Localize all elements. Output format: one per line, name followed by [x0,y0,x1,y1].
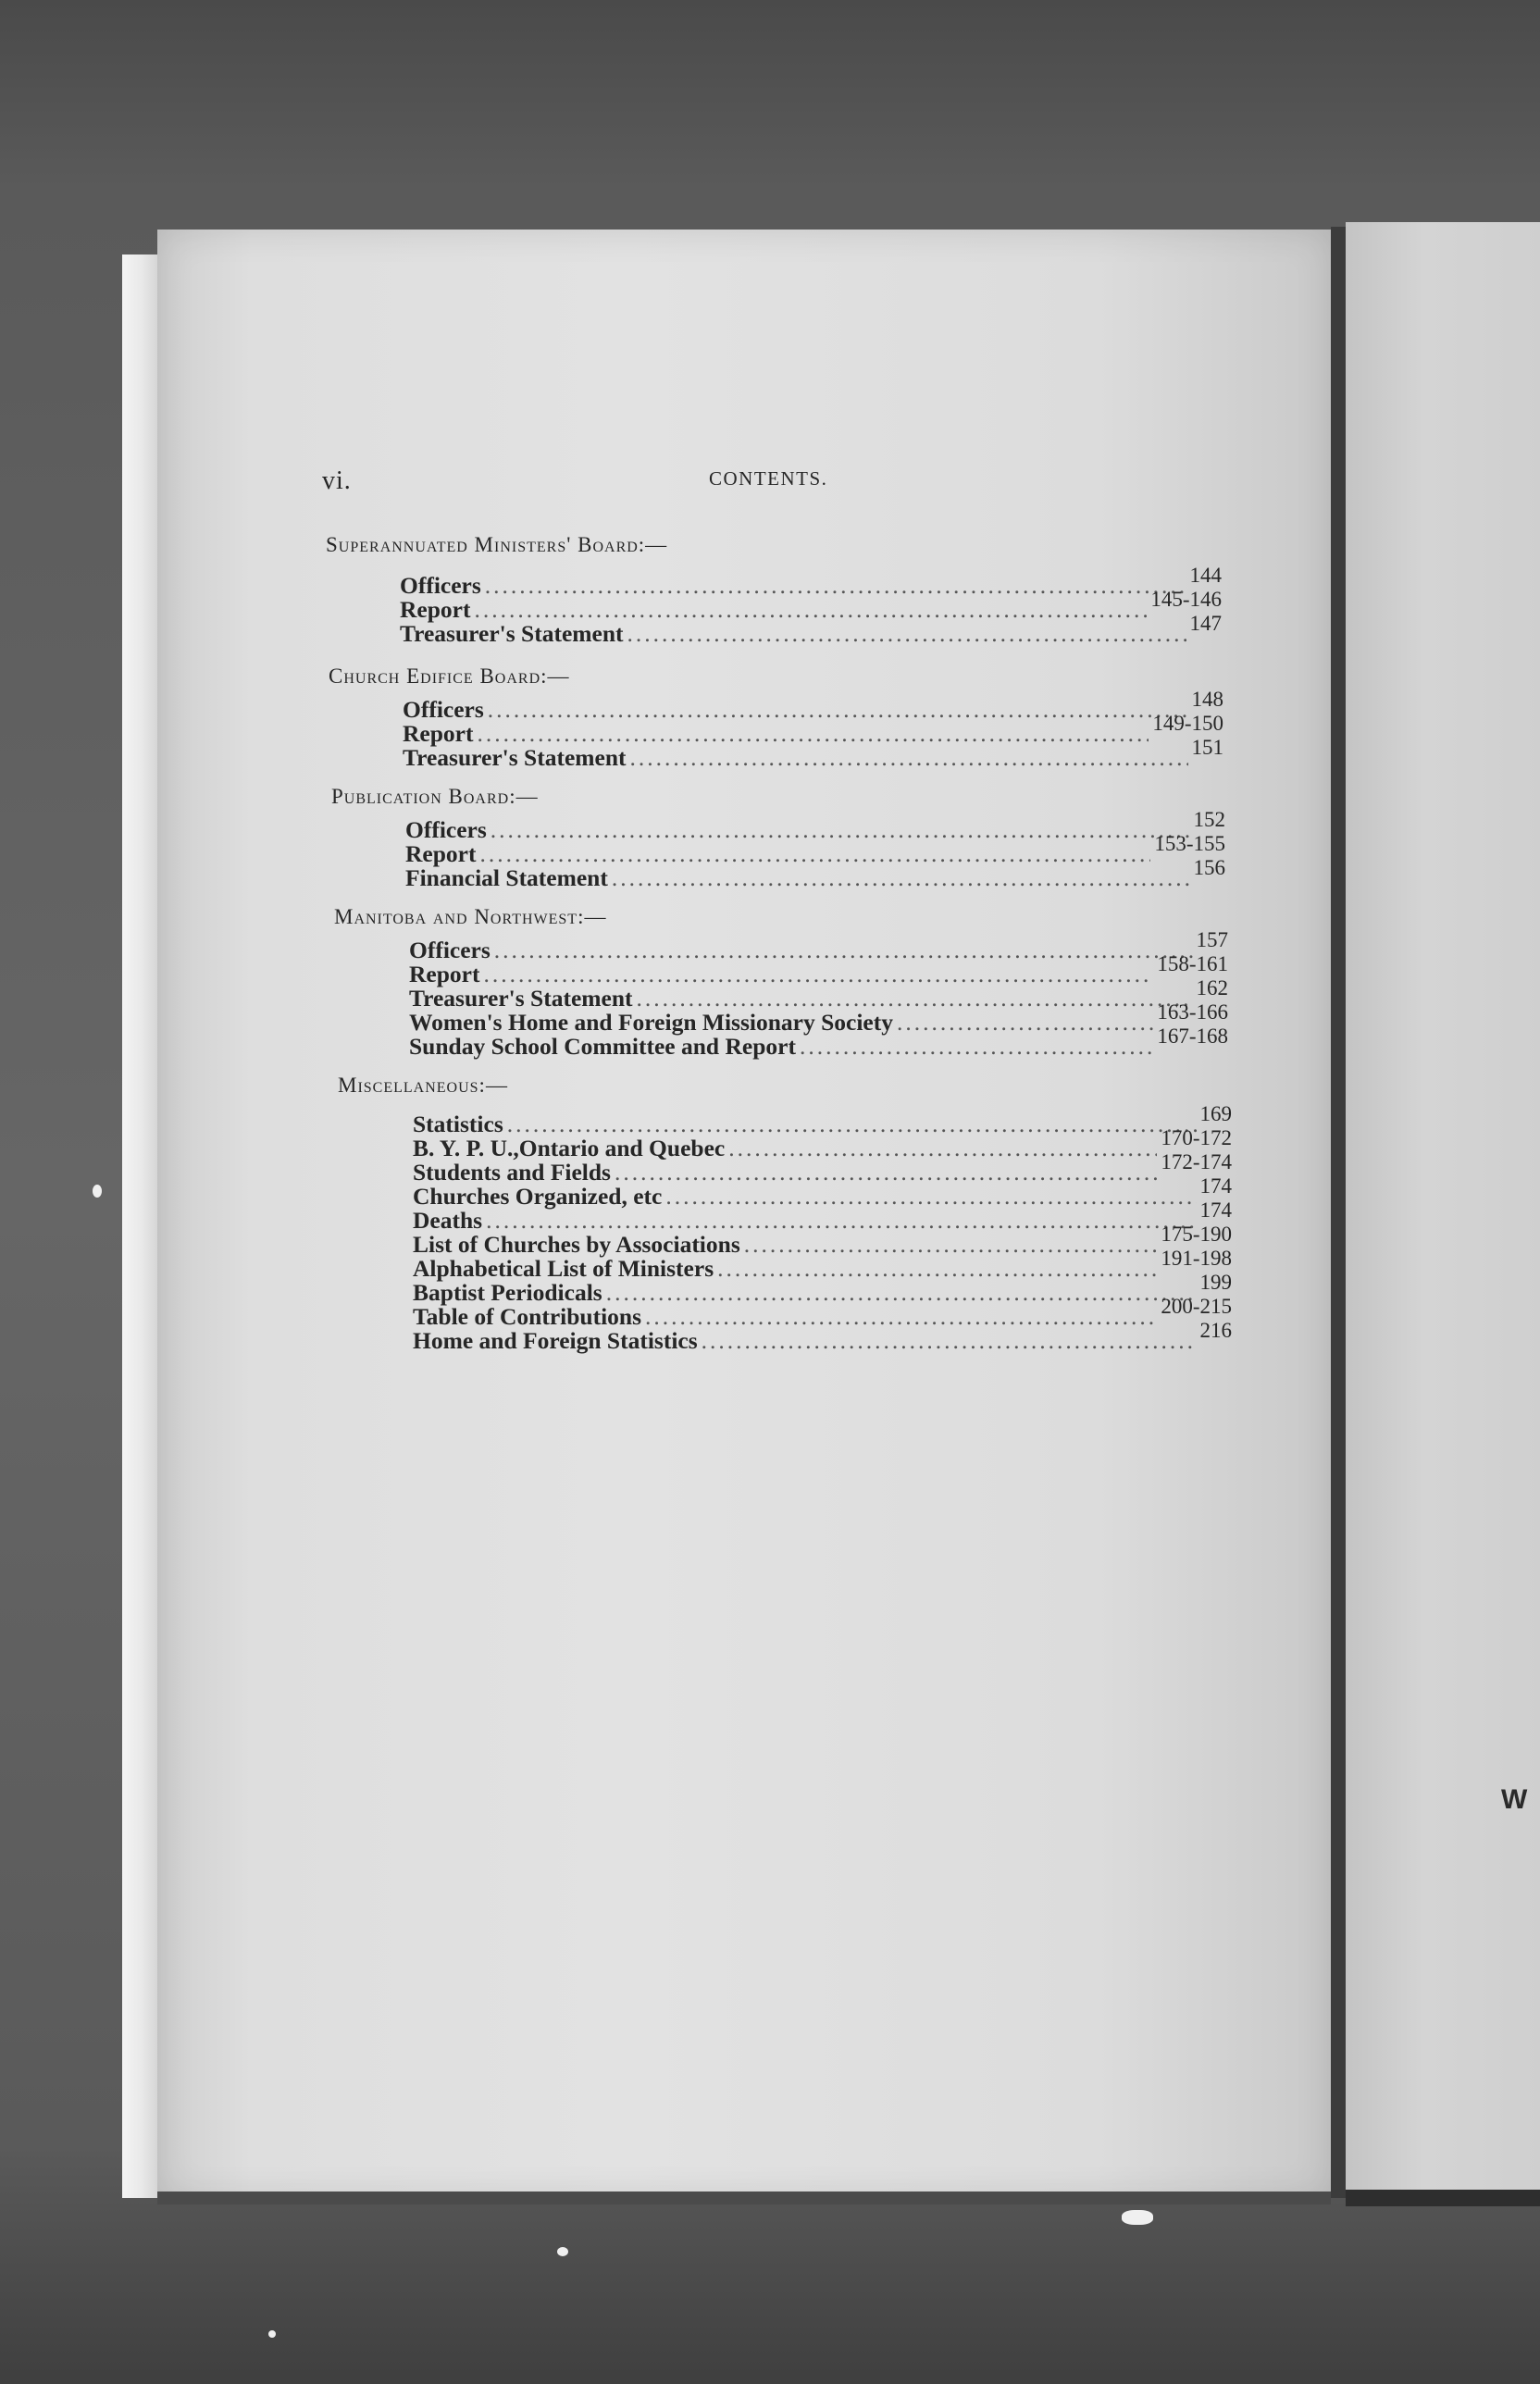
toc-entry [403,736,1223,771]
entry-pages: 172-174 [1161,1150,1232,1173]
toc-entry [409,952,1228,987]
entry-label: Report [409,961,480,987]
entry-pages: 216 [1199,1319,1232,1342]
toc-entry [403,688,1223,723]
toc-entry [403,712,1223,747]
entry-label: List of Churches by Associations [413,1231,740,1258]
dot-leader [645,1305,1157,1329]
section-heading: Miscellaneous:— [338,1074,508,1097]
dot-leader [507,1112,1197,1136]
dot-leader [630,746,1188,770]
entry-label: Sunday School Committee and Report [409,1033,796,1060]
right-page-text-fragment: W [1501,1784,1528,1815]
toc-entry [409,976,1228,1012]
entry-pages: 163-166 [1157,1000,1228,1024]
entry-pages: 174 [1199,1198,1232,1222]
entry-pages: 191-198 [1161,1247,1232,1270]
entry-label: Women's Home and Foreign Missionary Society [409,1009,893,1036]
entry-label: Treasurer's Statement [403,744,627,771]
entry-label: Treasurer's Statement [409,985,633,1012]
dot-leader [486,1209,1196,1233]
entry-label: Officers [400,572,481,599]
running-head: CONTENTS. [709,467,828,490]
toc-entry [413,1295,1232,1330]
toc-entry [413,1223,1232,1258]
toc-entry [409,1000,1228,1036]
entry-label: Alphabetical List of Ministers [413,1255,714,1282]
dot-leader [627,622,1186,646]
entry-label: Churches Organized, etc [413,1183,663,1210]
entry-label: Report [400,596,471,623]
entry-pages: 167-168 [1157,1024,1228,1048]
dot-leader [485,574,1186,598]
entry-pages: 148 [1191,688,1223,711]
toc-entry [413,1198,1232,1234]
dot-leader [612,866,1190,890]
entry-label: Baptist Periodicals [413,1279,602,1306]
toc-entry [413,1150,1232,1186]
toc-entry [405,808,1225,843]
dot-leader [717,1257,1157,1281]
entry-label: Officers [405,816,487,843]
dot-leader [702,1329,1197,1353]
toc-entry [400,612,1222,647]
toc-entry [400,564,1222,599]
entry-pages: 156 [1193,856,1225,879]
toc-entry [400,588,1222,623]
entry-pages: 158-161 [1157,952,1228,975]
entry-label: Treasurer's Statement [400,620,624,647]
toc-entry [405,832,1225,867]
dot-leader [488,698,1188,722]
entry-pages: 170-172 [1161,1126,1232,1149]
toc-entry [413,1319,1232,1354]
entry-pages: 152 [1193,808,1225,831]
section-heading: Church Edifice Board:— [329,664,570,688]
entry-label: Report [403,720,474,747]
dot-leader [728,1136,1157,1161]
entry-pages: 174 [1199,1174,1232,1198]
entry-pages: 147 [1189,612,1222,635]
entry-pages: 149-150 [1152,712,1223,735]
entry-pages: 144 [1189,564,1222,587]
dot-leader [615,1161,1157,1185]
entry-pages: 200-215 [1161,1295,1232,1318]
toc-entry [405,856,1225,891]
dot-leader [665,1185,1196,1209]
section-heading: Manitoba and Northwest:— [334,905,607,928]
toc-entry [413,1126,1232,1161]
entry-label: Report [405,840,477,867]
toc-entry [409,1024,1228,1060]
entry-label: Students and Fields [413,1159,611,1186]
entry-pages: 199 [1199,1271,1232,1294]
dot-leader [477,722,1149,746]
section-heading: Publication Board:— [331,785,539,808]
entry-pages: 157 [1196,928,1228,951]
toc-entry [413,1247,1232,1282]
entry-pages: 175-190 [1161,1223,1232,1246]
dot-leader [637,987,1193,1011]
dot-leader [474,598,1147,622]
entry-label: B. Y. P. U.,Ontario and Quebec [413,1135,726,1161]
entry-label: Deaths [413,1207,483,1234]
page-number: vi. [322,466,352,495]
entry-label: Table of Contributions [413,1303,642,1330]
entry-pages: 145-146 [1150,588,1222,611]
dot-leader [800,1035,1153,1059]
entry-pages: 162 [1196,976,1228,1000]
entry-label: Officers [403,696,484,723]
dot-leader [494,938,1193,962]
dot-leader [606,1281,1197,1305]
dot-leader [491,818,1190,842]
dot-leader [479,842,1150,866]
dot-leader [483,962,1153,987]
dot-leader [897,1011,1153,1035]
entry-label: Statistics [413,1111,503,1137]
toc-entry [413,1102,1232,1137]
entry-label: Officers [409,937,491,963]
entry-pages: 153-155 [1154,832,1225,855]
toc-entry [413,1174,1232,1210]
toc-entry [413,1271,1232,1306]
toc-entry [409,928,1228,963]
entry-pages: 169 [1199,1102,1232,1125]
entry-label: Financial Statement [405,864,608,891]
dot-leader [744,1233,1158,1257]
section-heading: Superannuated Ministers' Board:— [326,533,668,556]
entry-pages: 151 [1191,736,1223,759]
entry-label: Home and Foreign Statistics [413,1327,698,1354]
